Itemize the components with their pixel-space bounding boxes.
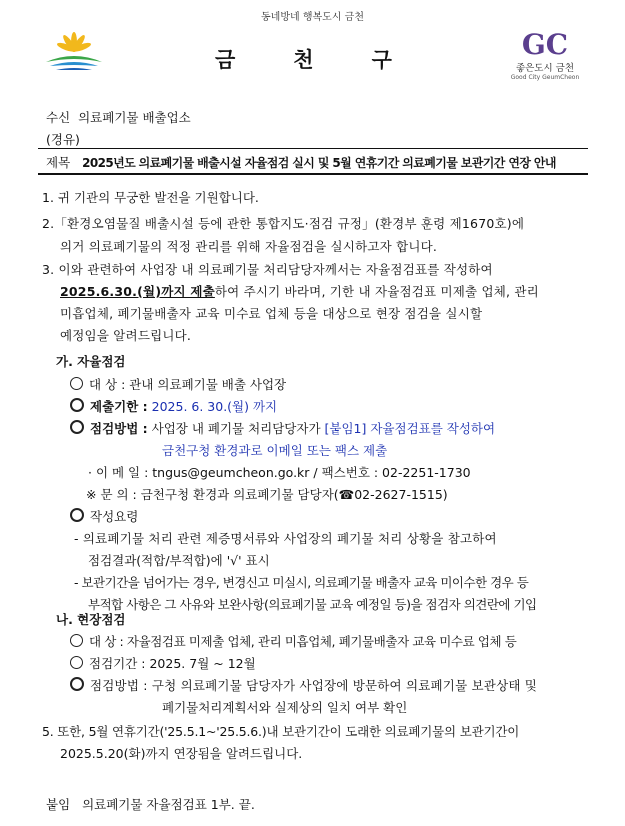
geumcheon-gu-logo: [42, 28, 106, 77]
circle-bullet-icon: [70, 656, 83, 669]
section-b-method-l2: 폐기물처리계획서와 실제상의 일치 여부 확인: [162, 700, 408, 715]
circle-bullet-icon: [70, 508, 84, 522]
section-b-period-label: 점검기간 :: [89, 656, 146, 671]
submission-deadline-emphasis: 2025.6.30.(월)까지 제출: [60, 284, 215, 299]
circle-bullet-icon: [70, 377, 83, 390]
guide-1-line-1: - 의료폐기물 처리 관련 제증명서류와 사업장의 폐기물 처리 상황을 참고하여: [74, 531, 497, 546]
guide-1-line-2: 점검결과(적합/부적합)에 '√' 표시: [88, 553, 270, 568]
para-5-line-2: 2025.5.20(화)까지 연장됨을 알려드립니다.: [60, 746, 303, 761]
section-b-period-value: 2025. 7월 ~ 12월: [149, 656, 256, 671]
para-3-line-3: 미흡업체, 폐기물배출자 교육 미수료 업체 등을 대상으로 현장 점검을 실시할: [60, 306, 483, 321]
good-city-logo: [505, 30, 585, 81]
good-city-en: Good City GeumCheon: [510, 74, 580, 81]
section-b-method-label: 점검방법 :: [90, 678, 148, 693]
guide-heading: [70, 507, 138, 525]
section-a-method-l1b: [붙임1] 자율점검표를 작성하여: [324, 421, 496, 436]
section-b-method-l1: 구청 의료폐기물 담당자가 사업장에 방문하여 의료폐기물 보관상태 및: [151, 678, 538, 693]
guide-2-line-2: 부적합 사항은 그 사유와 보완사항(의료폐기물 교육 예정일 등)을 점검자 의견란에 기입: [88, 597, 537, 612]
section-a-method: [70, 419, 495, 437]
section-b-method: [70, 676, 537, 694]
section-a-target-label: 대 상 :: [89, 377, 126, 392]
section-a-method-l2: 금천구청 환경과로 이메일 또는 팩스 제출: [162, 443, 388, 458]
para-3-line-4: 예정임을 알려드립니다.: [60, 328, 192, 343]
circle-bullet-icon: [70, 677, 84, 691]
subject-label: 제목: [46, 155, 71, 170]
para-2-line-2: 의거 의료폐기물의 적정 관리를 위해 자율점검을 실시하고자 합니다.: [60, 239, 438, 254]
attachment-row: [46, 795, 255, 813]
good-city-text: 좋은도시 금천: [515, 63, 575, 74]
circle-bullet-icon: [70, 398, 84, 412]
divider-top: [38, 148, 588, 149]
para-3-line-1: 3. 이와 관련하여 사업장 내 의료폐기물 처리담당자께서는 자율점검표를 작성하여: [42, 262, 493, 277]
para-3-line-2: [60, 282, 539, 300]
divider-subject: [38, 173, 588, 175]
slogan: 동네방네 행복도시 금천: [261, 12, 364, 23]
good-city-mark: GC: [521, 28, 569, 61]
para-1: 1. 귀 기관의 무궁한 발전을 기원합니다.: [42, 190, 259, 205]
title-char-2: 천: [293, 48, 314, 72]
email-line: · 이 메 일 : tngus@geumcheon.go.kr / 팩스번호 : 02-2251-1730: [88, 465, 471, 480]
section-a-target-value: 관내 의료폐기물 배출 사업장: [129, 377, 287, 392]
section-b-period: [70, 654, 256, 672]
section-a-deadline: [70, 397, 277, 415]
recipient-row: [46, 108, 191, 126]
title-char-1: 금: [215, 48, 236, 72]
inquiry-line: ※ 문 의 : 금천구청 환경과 의료폐기물 담당자(☎02-2627-1515): [86, 487, 448, 502]
section-a-deadline-label: 제출기한 :: [90, 399, 148, 414]
section-b-target-label: 대 상 :: [89, 634, 124, 649]
recipient: 의료폐기물 배출업소: [78, 110, 191, 125]
title-char-3: 구: [371, 48, 392, 72]
section-b-target-value: 자율점검표 미제출 업체, 관리 미흡업체, 폐기물배출자 교육 미수료 업체 등: [126, 634, 517, 649]
subject: 2025년도 의료폐기물 배출시설 자율점검 실시 및 5월 연휴기간 의료폐기물 보관기간 연장 안내: [82, 156, 556, 170]
attachment-text: 의료폐기물 자율점검표 1부. 끝.: [82, 797, 255, 812]
guide-heading-text: 작성요령: [90, 509, 139, 524]
circle-bullet-icon: [70, 634, 83, 647]
section-a-method-label: 점검방법 :: [90, 421, 148, 436]
recipient-label: 수신: [46, 110, 71, 125]
para-3-line-2-rest: 하여 주시기 바라며, 기한 내 자율점검표 미제출 업체, 관리: [214, 284, 539, 299]
para-2-line-1: 2.「환경오염물질 배출시설 등에 관한 통합지도·점검 규정」(환경부 훈령 제1670호)에: [42, 216, 525, 231]
subject-row: [46, 153, 556, 171]
para-5-line-1: 5. 또한, 5월 연휴기간('25.5.1~'25.5.6.)내 보관기간이 도래한 의료폐기물의 보관기간이: [42, 724, 520, 739]
section-a-deadline-value: 2025. 6. 30.(월) 까지: [151, 399, 278, 414]
circle-bullet-icon: [70, 420, 84, 434]
guide-2-line-1: - 보관기간을 넘어가는 경우, 변경신고 미실시, 의료폐기물 배출자 교육 미이수한 경우 등: [74, 575, 529, 590]
section-b-target: [70, 632, 516, 650]
section-b-heading: 나. 현장점검: [56, 612, 126, 627]
section-a-target: [70, 375, 286, 393]
via: (경유): [46, 132, 80, 147]
attachment-label: 붙임: [46, 797, 71, 812]
section-a-heading: 가. 자율점검: [56, 354, 126, 369]
document-title: [215, 44, 450, 74]
section-a-method-l1a: 사업장 내 폐기물 처리담당자가: [151, 421, 325, 436]
